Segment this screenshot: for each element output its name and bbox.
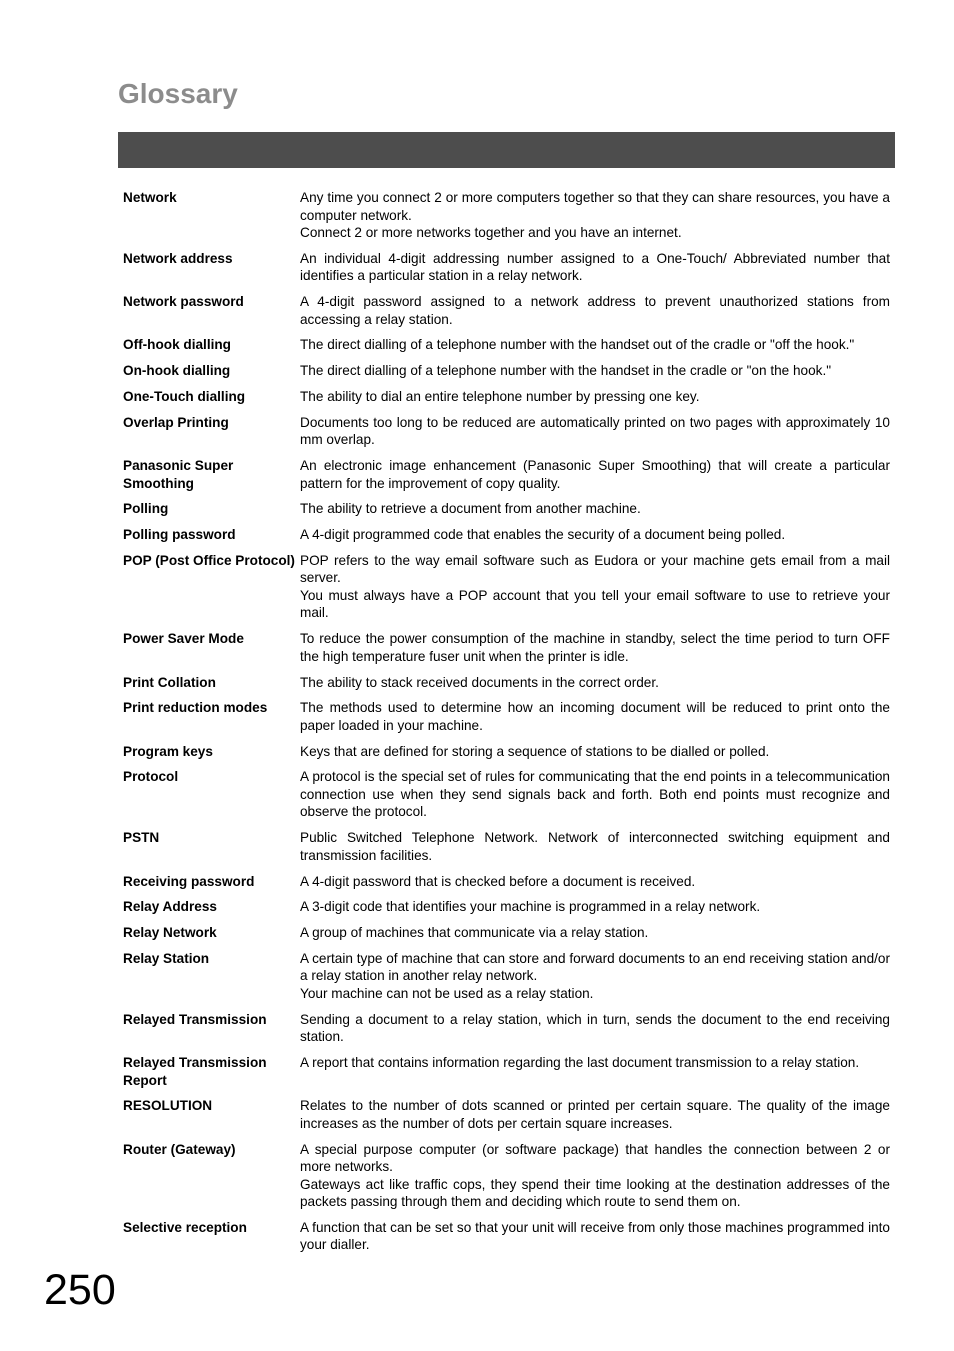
glossary-term: Relayed Transmission Report <box>123 1055 267 1088</box>
glossary-term: Selective reception <box>123 1219 247 1235</box>
definition-paragraph: A special purpose computer (or software package) that handles the connection between 2 or more networks. <box>300 1141 890 1175</box>
glossary-entry <box>123 630 890 665</box>
glossary-term: Relay Address <box>123 899 217 915</box>
glossary-entry <box>123 768 890 821</box>
definition-paragraph: The methods used to determine how an incoming document will be reduced to print onto the paper loaded in your machine. <box>300 700 890 733</box>
definition-paragraph: A protocol is the special set of rules for communicating that the end points in a telecommunication connection use when they send signals back and forth. Both end points must recognize and observe the protocol. <box>300 769 890 820</box>
glossary-entry <box>123 293 890 328</box>
glossary-entry <box>123 457 890 492</box>
header-bar <box>118 132 895 168</box>
glossary-definition <box>300 1219 890 1254</box>
glossary-definition <box>300 1054 890 1072</box>
glossary-definition <box>300 630 890 665</box>
glossary-definition <box>300 873 890 891</box>
glossary-entry <box>123 924 890 942</box>
definition-paragraph: A function that can be set so that your unit will receive from only those machines programmed into your dialler. <box>300 1219 890 1253</box>
glossary-entry <box>123 1097 890 1132</box>
glossary-term: Receiving password <box>123 873 255 889</box>
definition-paragraph: Relates to the number of dots scanned or printed per certain square. The quality of the image increases as the number of dots per certain square increases. <box>300 1098 890 1131</box>
glossary-entry <box>123 898 890 916</box>
glossary-term: Relayed Transmission <box>123 1011 267 1027</box>
glossary-definition <box>300 457 890 492</box>
definition-paragraph: POP refers to the way email software such as Eudora or your machine gets email from a mail server. <box>300 552 890 586</box>
glossary-term: PSTN <box>123 830 160 846</box>
glossary-term: Polling <box>123 501 169 517</box>
definition-paragraph: Connect 2 or more networks together and you have an internet. <box>300 225 682 240</box>
glossary-definition <box>300 1141 890 1211</box>
glossary-entry <box>123 743 890 761</box>
glossary-term: Relay Network <box>123 925 217 941</box>
glossary-definition <box>300 336 890 354</box>
glossary-entry <box>123 362 890 380</box>
glossary-term: Off-hook dialling <box>123 337 231 353</box>
glossary-term: Program keys <box>123 743 213 759</box>
glossary-definition <box>300 1011 890 1046</box>
glossary-entry <box>123 414 890 449</box>
glossary-entry <box>123 699 890 734</box>
glossary-definition <box>300 768 890 821</box>
definition-paragraph: The direct dialling of a telephone number with the handset in the cradle or "on the hook." <box>300 363 832 379</box>
glossary-entry <box>123 1219 890 1254</box>
definition-paragraph: A 4-digit password that is checked before a document is received. <box>300 873 696 889</box>
glossary-definition <box>300 674 890 692</box>
definition-paragraph: A 3-digit code that identifies your machine is programmed in a relay network. <box>300 899 761 915</box>
glossary-entry <box>123 1054 890 1089</box>
glossary-entry <box>123 1141 890 1211</box>
glossary-term: Panasonic Super Smoothing <box>123 458 234 491</box>
page-number: 250 <box>44 1266 116 1314</box>
glossary-term: One-Touch dialling <box>123 388 246 404</box>
glossary-term: Router (Gateway) <box>123 1141 236 1157</box>
glossary-definition <box>300 699 890 734</box>
glossary-definition <box>300 388 890 406</box>
definition-paragraph: An individual 4-digit addressing number assigned to a One-Touch/ Abbreviated number that identifies a particular station in a relay network. <box>300 250 890 284</box>
glossary-entry <box>123 500 890 518</box>
glossary-definition <box>300 552 890 622</box>
glossary-definition <box>300 924 890 942</box>
glossary-entry <box>123 552 890 622</box>
definition-paragraph: A 4-digit password assigned to a network address to prevent unauthorized stations from accessing a relay station. <box>300 294 890 327</box>
glossary-entry <box>123 674 890 692</box>
definition-paragraph: Documents too long to be reduced are automatically printed on two pages with approximately 10 mm overlap. <box>300 414 890 448</box>
glossary-entry <box>123 1011 890 1046</box>
glossary-definition <box>300 293 890 328</box>
definition-paragraph: A report that contains information regarding the last document transmission to a relay station. <box>300 1055 860 1071</box>
glossary-term: Polling password <box>123 527 236 543</box>
glossary-definition <box>300 950 890 1003</box>
definition-paragraph: Your machine can not be used as a relay station. <box>300 985 594 1001</box>
glossary-entry <box>123 950 890 1003</box>
definition-paragraph: Any time you connect 2 or more computers together so that they can share resources, you have a computer network. <box>300 190 890 223</box>
glossary-entry <box>123 388 890 406</box>
glossary-definition <box>300 829 890 864</box>
definition-paragraph: An electronic image enhancement (Panasonic Super Smoothing) that will create a particular pattern for the improvement of copy quality. <box>300 458 890 491</box>
glossary-definition <box>300 526 890 544</box>
glossary-term: Print Collation <box>123 674 216 690</box>
glossary-entry <box>123 250 890 285</box>
glossary-definition <box>300 189 890 242</box>
definition-paragraph: Public Switched Telephone Network. Network of interconnected switching equipment and transmission facilities. <box>300 830 890 863</box>
glossary-definition <box>300 414 890 449</box>
glossary-definition <box>300 743 890 761</box>
definition-paragraph: The direct dialling of a telephone number with the handset out of the cradle or "off the hook." <box>300 337 855 353</box>
definition-paragraph: You must always have a POP account that you tell your email software to use to retrieve your mail. <box>300 587 890 621</box>
glossary-term: Print reduction modes <box>123 700 268 716</box>
glossary-definition <box>300 250 890 285</box>
glossary-term: Network address <box>123 250 233 266</box>
glossary-definition <box>300 500 890 518</box>
glossary-term: Overlap Printing <box>123 414 229 430</box>
glossary-term: Power Saver Mode <box>123 631 244 647</box>
glossary-list <box>123 189 890 1262</box>
definition-paragraph: The ability to retrieve a document from another machine. <box>300 501 641 517</box>
glossary-entry <box>123 336 890 354</box>
glossary-term: POP (Post Office Protocol) <box>123 552 295 568</box>
page-title: Glossary <box>118 78 238 109</box>
glossary-term: Relay Station <box>123 950 210 966</box>
definition-paragraph: Gateways act like traffic cops, they spend their time looking at the destination addresses of the packets passing through them and deciding which route to send them on. <box>300 1176 890 1210</box>
glossary-definition <box>300 898 890 916</box>
definition-paragraph: The ability to stack received documents in the correct order. <box>300 674 659 690</box>
definition-paragraph: The ability to dial an entire telephone number by pressing one key. <box>300 388 700 404</box>
glossary-term: Protocol <box>123 769 179 785</box>
glossary-entry <box>123 526 890 544</box>
glossary-definition <box>300 362 890 380</box>
glossary-entry <box>123 873 890 891</box>
glossary-term: Network password <box>123 294 244 310</box>
glossary-entry <box>123 829 890 864</box>
definition-paragraph: A 4-digit programmed code that enables the security of a document being polled. <box>300 527 786 543</box>
definition-paragraph: Keys that are defined for storing a sequence of stations to be dialled or polled. <box>300 743 770 759</box>
definition-paragraph: A certain type of machine that can store and forward documents to an end receiving station and/or a relay station in another relay network. <box>300 950 890 984</box>
glossary-definition <box>300 1097 890 1132</box>
definition-paragraph: A group of machines that communicate via a relay station. <box>300 925 649 941</box>
glossary-entry <box>123 189 890 242</box>
glossary-term: Network <box>123 190 177 205</box>
definition-paragraph: To reduce the power consumption of the machine in standby, select the time period to turn OFF the high temperature fuser unit when the printer is idle. <box>300 631 890 664</box>
glossary-term: On-hook dialling <box>123 363 231 379</box>
glossary-term: RESOLUTION <box>123 1098 213 1114</box>
definition-paragraph: Sending a document to a relay station, which in turn, sends the document to the end receiving station. <box>300 1011 890 1045</box>
